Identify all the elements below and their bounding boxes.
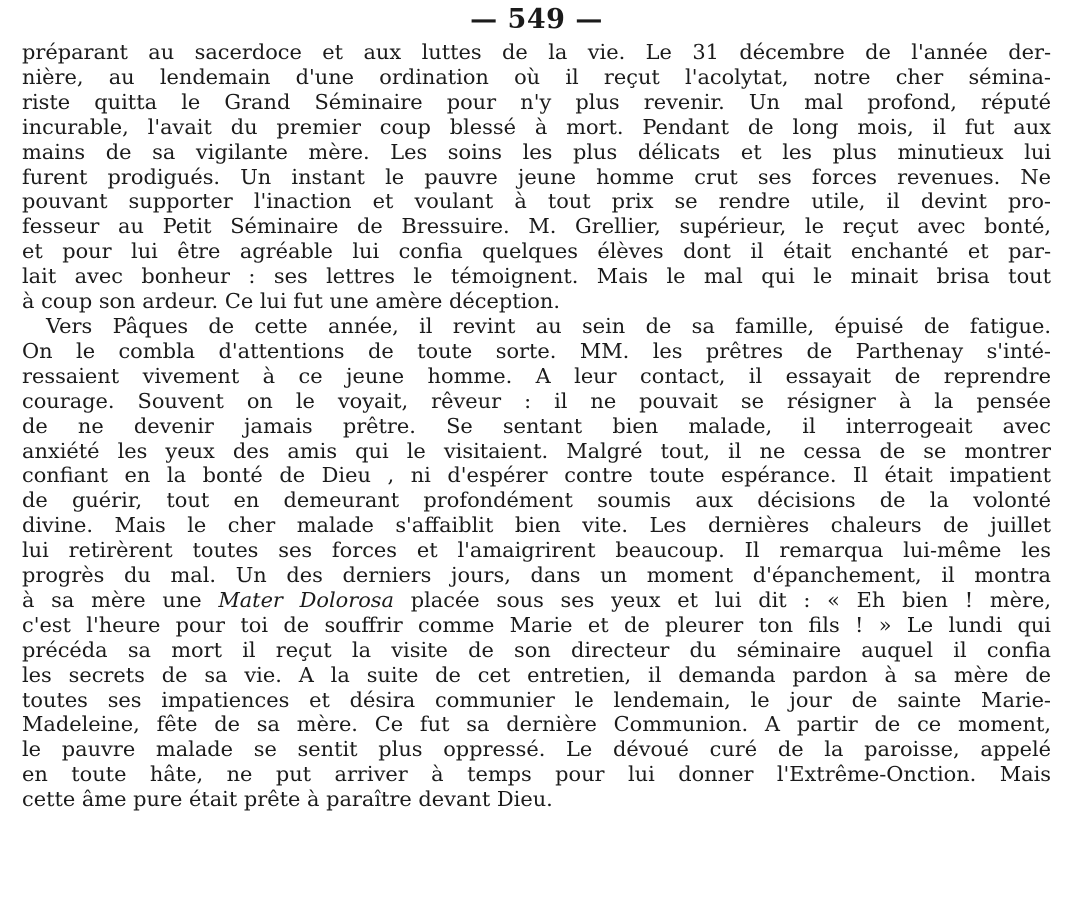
paragraph bbox=[22, 40, 1051, 314]
text-line: et pour lui être agréable lui confia quelques élèves dont il était enchanté et par- bbox=[22, 239, 1051, 264]
text-line: toutes ses impatiences et désira communier le lendemain, le jour de sainte Marie- bbox=[22, 687, 1051, 712]
text-line: fesseur au Petit Séminaire de Bressuire. M. Grellier, supérieur, le reçut avec bonté, bbox=[22, 214, 1051, 239]
text-line: de guérir, tout en demeurant profondément soumis aux décisions de la volonté bbox=[22, 488, 1051, 513]
text-line: anxiété les yeux des amis qui le visitaient. Malgré tout, il ne cessa de se montrer bbox=[22, 438, 1051, 463]
text-line: divine. Mais le cher malade s'affaiblit bien vite. Les dernières chaleurs de juillet bbox=[22, 513, 1051, 538]
text-line: lui retirèrent toutes ses forces et l'amaigrirent beaucoup. Il remarqua lui-même les bbox=[22, 538, 1051, 563]
body-text bbox=[22, 40, 1051, 812]
text-line: furent prodigués. Un instant le pauvre jeune homme crut ses forces revenues. Ne bbox=[22, 164, 1051, 189]
italic-title: Mater Dolorosa bbox=[218, 587, 394, 612]
text-line: pouvant supporter l'inaction et voulant à tout prix se rendre utile, il devint pro- bbox=[22, 189, 1051, 214]
text-line: préparant au sacerdoce et aux luttes de la vie. Le 31 décembre de l'année der- bbox=[22, 40, 1051, 64]
paragraph bbox=[22, 314, 1051, 812]
text-line: progrès du mal. Un des derniers jours, dans un moment d'épanchement, il montra bbox=[22, 563, 1051, 588]
text-line: Vers Pâques de cette année, il revint au sein de sa famille, épuisé de fatigue. bbox=[46, 313, 1051, 338]
text-line: les secrets de sa vie. A la suite de cet entretien, il demanda pardon à sa mère de bbox=[22, 662, 1051, 687]
text-line: incurable, l'avait du premier coup blessé à mort. Pendant de long mois, il fut aux bbox=[22, 114, 1051, 139]
text-line: nière, au lendemain d'une ordination où il reçut l'acolytat, notre cher sémina- bbox=[22, 64, 1051, 89]
text-line: c'est l'heure pour toi de souffrir comme Marie et de pleurer ton fils ! » Le lundi qui bbox=[22, 612, 1051, 637]
text-line: le pauvre malade se sentit plus oppressé. Le dévoué curé de la paroisse, appelé bbox=[22, 737, 1051, 762]
text-line: ressaient vivement à ce jeune homme. A leur contact, il essayait de reprendre bbox=[22, 363, 1051, 388]
text-line: riste quitta le Grand Séminaire pour n'y plus revenir. Un mal profond, réputé bbox=[22, 89, 1051, 114]
text-line: à sa mère une Mater Dolorosa placée sous ses yeux et lui dit : « Eh bien ! mère, bbox=[22, 587, 1051, 612]
text-line: de ne devenir jamais prêtre. Se sentant bien malade, il interrogeait avec bbox=[22, 413, 1051, 438]
text-line: mains de sa vigilante mère. Les soins les plus délicats et les plus minutieux lui bbox=[22, 139, 1051, 164]
text-line: à coup son ardeur. Ce lui fut une amère déception. bbox=[22, 289, 560, 314]
text-line: lait avec bonheur : ses lettres le témoignent. Mais le mal qui le minait brisa tout bbox=[22, 264, 1051, 289]
text-line: confiant en la bonté de Dieu , ni d'espérer contre toute espérance. Il était impatient bbox=[22, 463, 1051, 488]
text-line: en toute hâte, ne put arriver à temps pour lui donner l'Extrême-Onction. Mais bbox=[22, 762, 1051, 787]
text-line: Madeleine, fête de sa mère. Ce fut sa dernière Communion. A partir de ce moment, bbox=[22, 712, 1051, 737]
text-line: On le combla d'attentions de toute sorte. MM. les prêtres de Parthenay s'inté- bbox=[22, 338, 1051, 363]
text-line: précéda sa mort il reçut la visite de son directeur du séminaire auquel il confia bbox=[22, 637, 1051, 662]
text-line: courage. Souvent on le voyait, rêveur : il ne pouvait se résigner à la pensée bbox=[22, 388, 1051, 413]
text-line: cette âme pure était prête à paraître devant Dieu. bbox=[22, 787, 553, 812]
page-number: — 549 — bbox=[470, 4, 603, 35]
